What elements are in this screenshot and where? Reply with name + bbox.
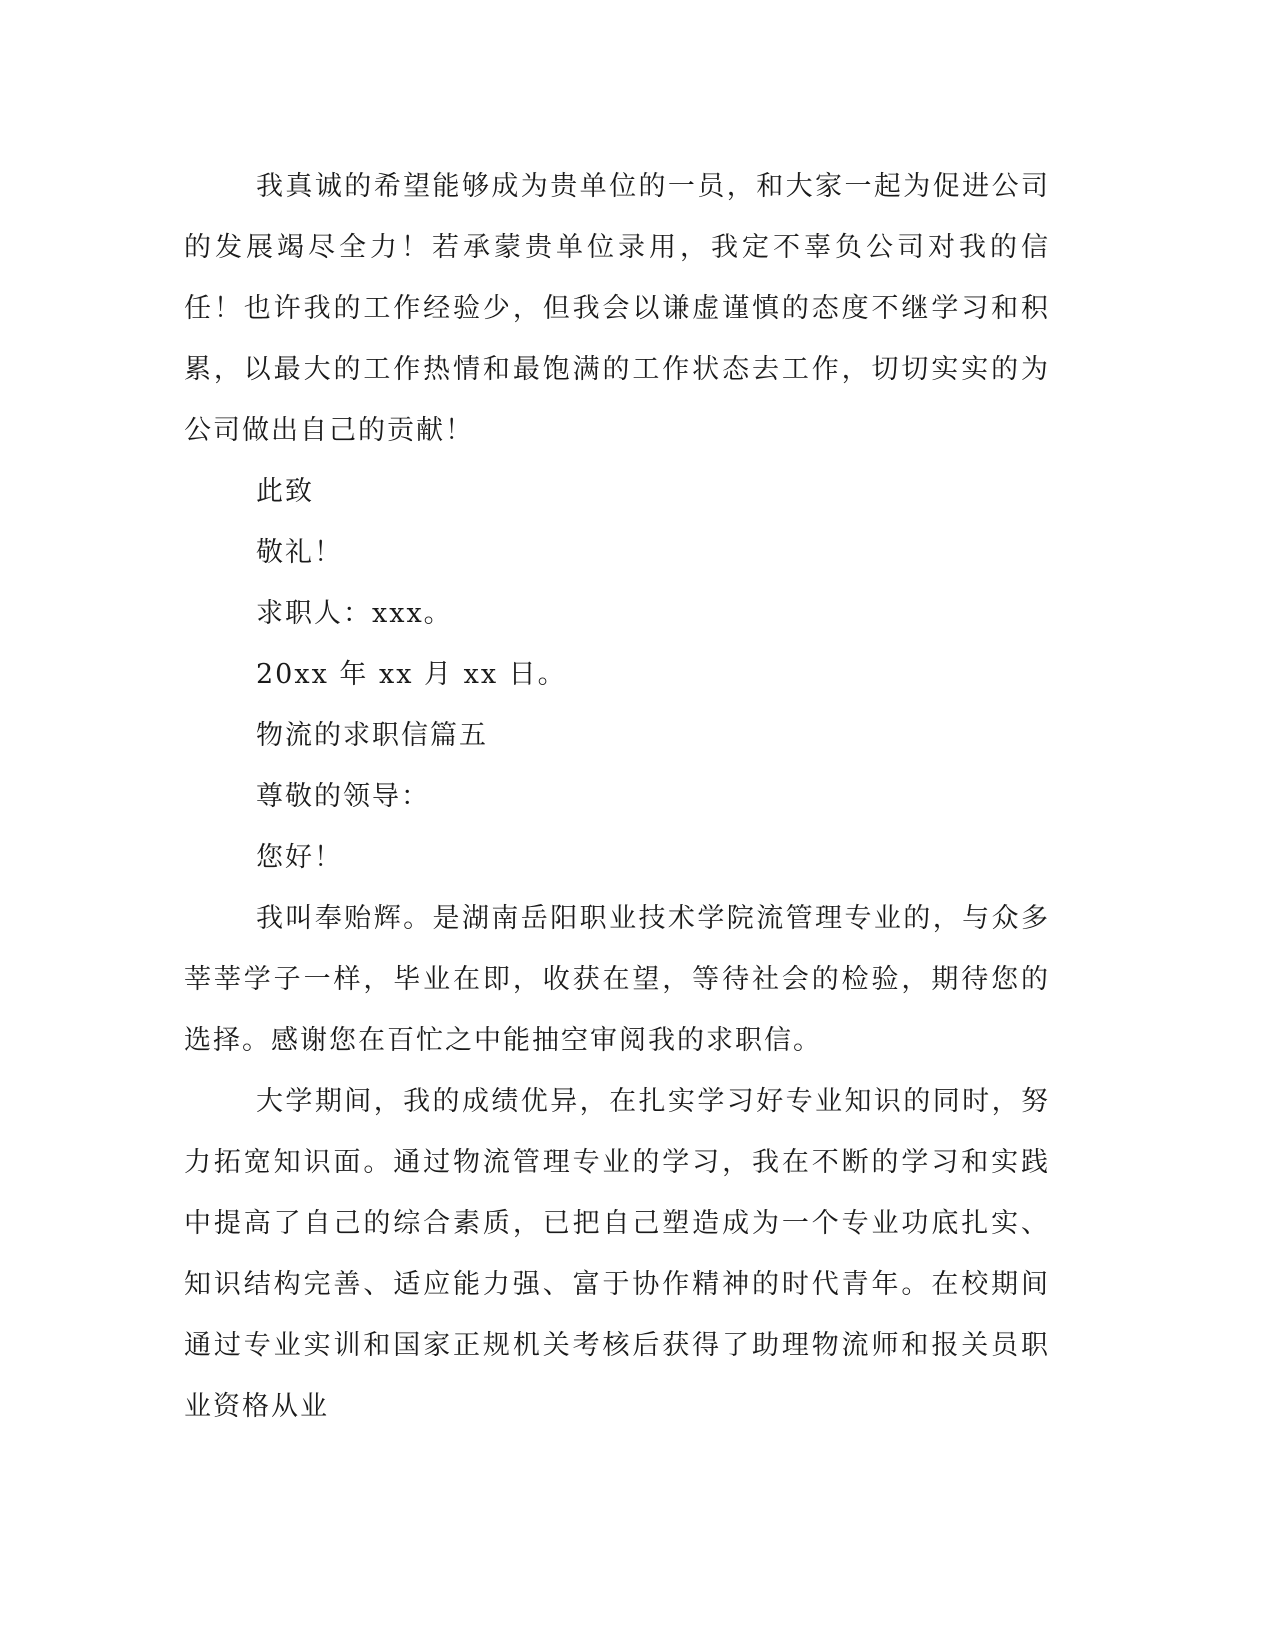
letter-body: [184, 156, 1050, 1437]
greeting: 您好！: [256, 842, 343, 873]
letter-date: 20xx 年 xx 月 xx 日。: [256, 659, 567, 690]
paragraph-education: 大学期间，我的成绩优异，在扎实学习好专业知识的同时，努力拓宽知识面。通过物流管理专业的学习，我在不断的学习和实践中提高了自己的综合素质，已把自己塑造成为一个专业功底扎实、知识结构完善、适应能力强、富于协作精神的时代青年。在校期间通过专业实训和国家正规机关考核后获得了助理物流师和报关员职业资格从业: [184, 1086, 1050, 1422]
paragraph-commitment: 我真诚的希望能够成为贵单位的一员，和大家一起为促进公司的发展竭尽全力！若承蒙贵单位录用，我定不辜负公司对我的信任！也许我的工作经验少，但我会以谦虚谨慎的态度不继学习和积累，以最大的工作热情和最饱满的工作状态去工作，切切实实的为公司做出自己的贡献！: [184, 171, 1050, 446]
applicant-signature: 求职人：xxx。: [256, 598, 453, 629]
closing-regards: 敬礼！: [256, 537, 343, 568]
closing-salutation: 此致: [256, 476, 314, 507]
section-title: 物流的求职信篇五: [256, 720, 488, 751]
paragraph-introduction: 我叫奉贻辉。是湖南岳阳职业技术学院流管理专业的，与众多莘莘学子一样，毕业在即，收获在望，等待社会的检验，期待您的选择。感谢您在百忙之中能抽空审阅我的求职信。: [184, 903, 1050, 1056]
salutation: 尊敬的领导：: [256, 781, 430, 812]
